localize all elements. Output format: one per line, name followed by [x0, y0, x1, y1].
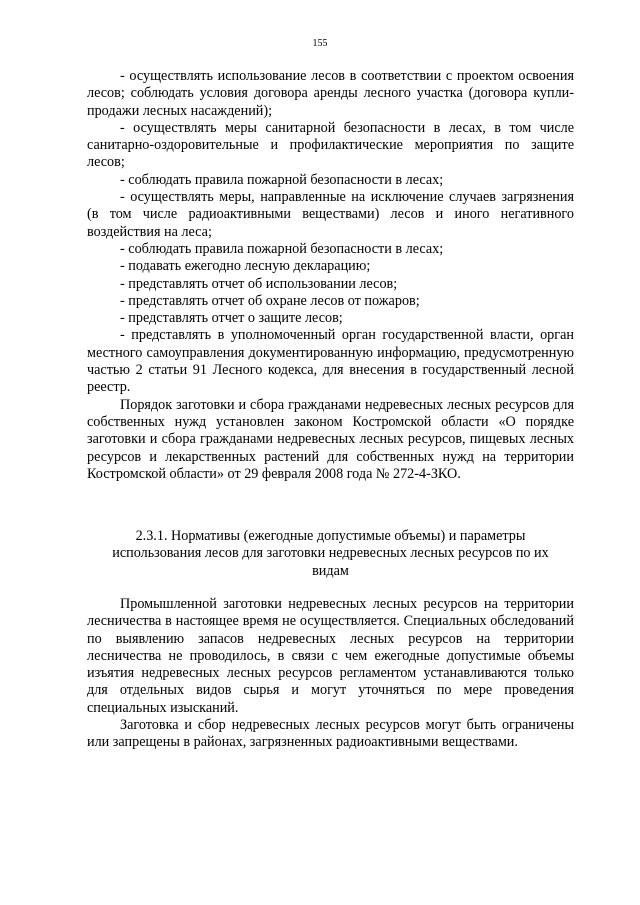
paragraph: - соблюдать правила пожарной безопасности в лесах; [120, 171, 444, 188]
requirements-block [87, 68, 574, 483]
paragraph: - подавать ежегодно лесную декларацию; [120, 258, 371, 275]
paragraph: Заготовка и сбор недревесных лесных ресурсов могут быть ограничены или запрещены в районах, загрязненных радиоактивными веществами. [87, 717, 574, 751]
section-heading [87, 528, 574, 580]
heading-line: использования лесов для заготовки недревесных лесных ресурсов по их [112, 545, 549, 562]
paragraph: - осуществлять использование лесов в соответствии с проектом освоения лесов; соблюдать условия договора аренды лесного участка (договора купли-продажи лесных насаждений); [87, 68, 574, 119]
paragraph: - осуществлять меры, направленные на исключение случаев загрязнения (в том числе радиоактивными веществами) лесов и иного негативного воздействия на леса; [87, 189, 574, 240]
paragraph: - соблюдать правила пожарной безопасности в лесах; [120, 240, 444, 257]
page-number: 155 [312, 38, 328, 49]
section-body [87, 596, 574, 752]
heading-line: видам [312, 562, 349, 579]
paragraph: Порядок заготовки и сбора гражданами недревесных лесных ресурсов для собственных нужд установлен законом Костромской области «О порядке заготовки и сбора гражданами недревесных лесных ресурсов, пищевых лесных ресурсов и лекарственных растений для собственных нужд на территории Костромской области» от 29 февраля 2008 года № 272-4-ЗКО. [87, 396, 574, 482]
paragraph: - представлять отчет о защите лесов; [120, 310, 343, 327]
paragraph: Промышленной заготовки недревесных лесных ресурсов на территории лесничества в настоящее время не осуществляется. Специальных обследований по выявлению запасов недревесных лесных ресурсов на территории лесничества не проводилось, в связи с чем ежегодные допустимые объемы изъятия недревесных лесных ресурсов регламентом устанавливаются только для отдельных видов сырья и могут уточняться по мере проведения специальных изысканий. [87, 596, 574, 716]
paragraph: - представлять в уполномоченный орган государственной власти, орган местного самоуправления документированную информацию, предусмотренную частью 2 статьи 91 Лесного кодекса, для внесения в государственный лесной реестр. [87, 327, 574, 396]
heading-line: 2.3.1. Нормативы (ежегодные допустимые объемы) и параметры [135, 528, 526, 544]
paragraph: - представлять отчет об охране лесов от пожаров; [120, 292, 420, 309]
paragraph: - представлять отчет об использовании лесов; [120, 275, 398, 292]
paragraph: - осуществлять меры санитарной безопасности в лесах, в том числе санитарно-оздоровительные и профилактические мероприятия по защите лесов; [87, 119, 574, 171]
